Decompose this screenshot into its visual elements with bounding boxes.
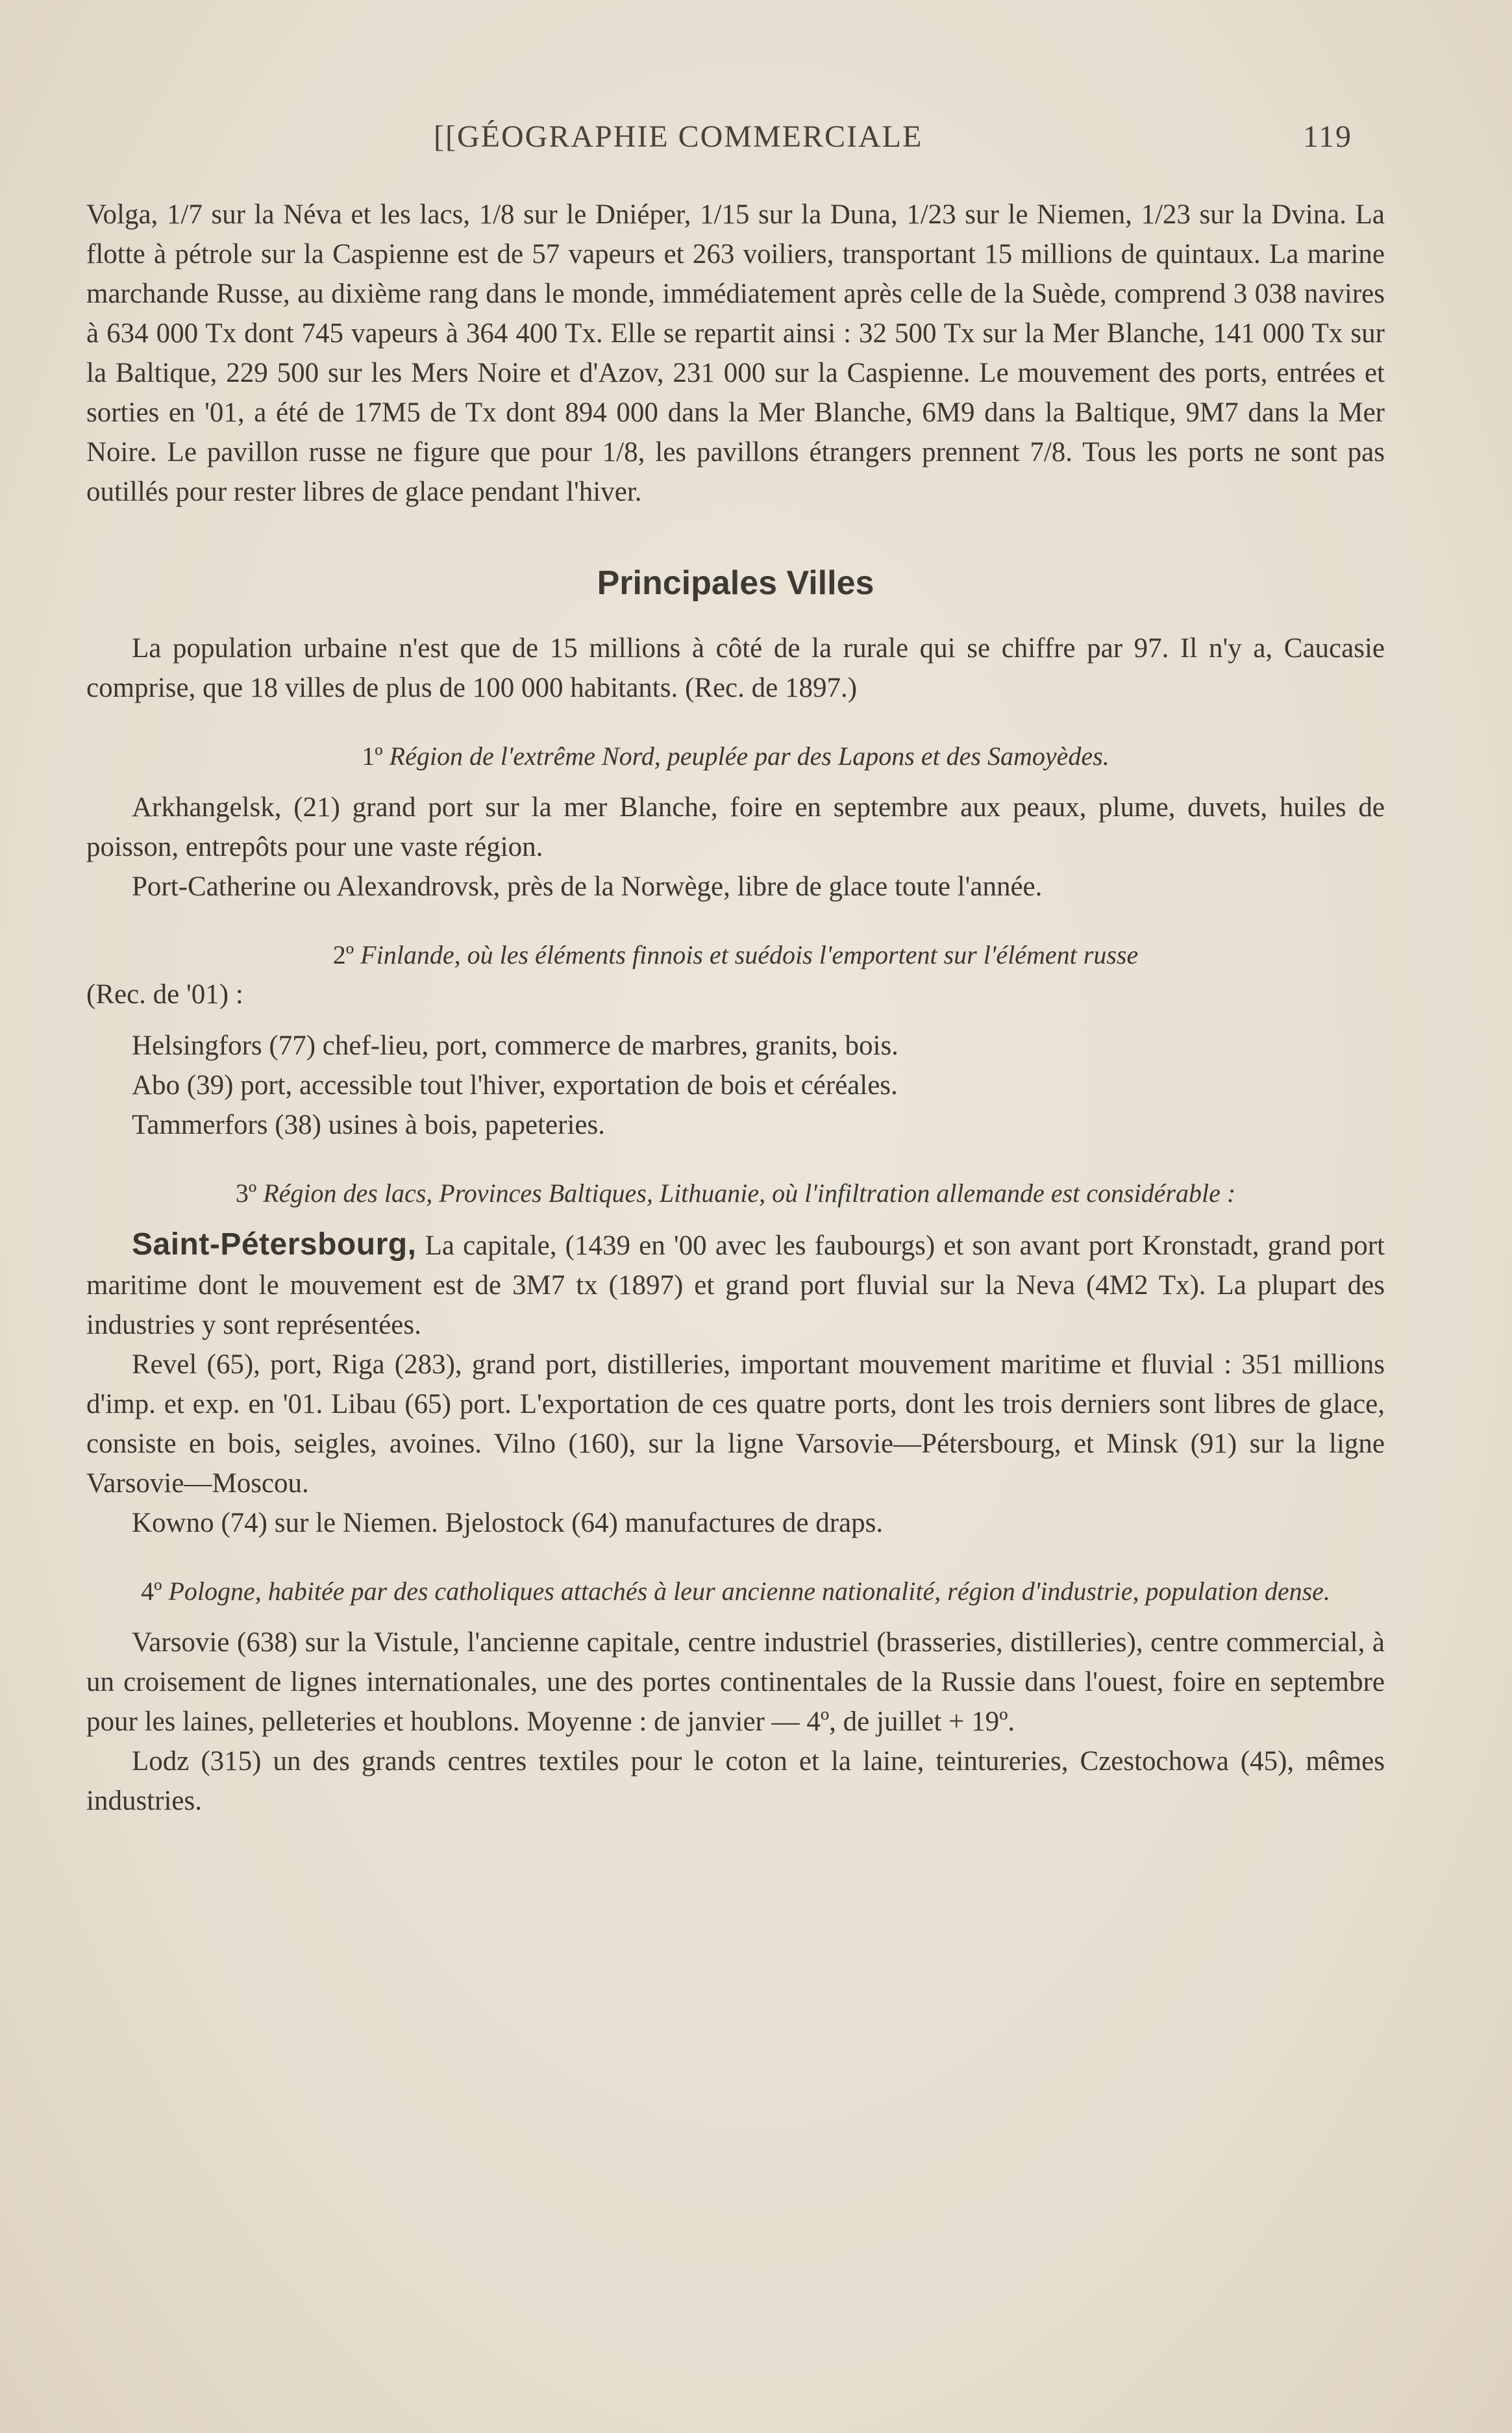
region-title: Finlande, où les éléments finnois et suédois l'emportent sur l'élément russe [360,940,1139,969]
region-number: 3º [235,1179,257,1208]
capital-name: Saint-Pétersbourg, [132,1227,417,1262]
city-entry: Port-Catherine ou Alexandrovsk, près de la Norwège, libre de glace toute l'année. [132,871,1043,902]
region-heading-2 [86,935,1385,975]
capital-description: La capitale, (1439 en '00 avec les faubourgs) et son avant port Kronstadt, grand port maritime dont le mouvement est de 3M7 tx (1897) et grand port fluvial sur la Neva (4M2 Tx). La plupart des industries y sont représentées. [86,1230,1385,1340]
paragraph-fleet: Volga, 1/7 sur la Néva et les lacs, 1/8 sur le Dniéper, 1/15 sur la Duna, 1/23 sur le Niemen, 1/23 sur la Dvina. La flotte à pétrole sur la Caspienne est de 57 vapeurs et 263 voiliers, transportant 15 millions de quintaux. La marine marchande Russe, au dixième rang dans le monde, immédiatement après celle de la Suède, comprend 3 038 navires à 634 000 Tx dont 745 vapeurs à 364 400 Tx. Elle se repartit ainsi : 32 500 Tx sur la Mer Blanche, 141 000 Tx sur la Baltique, 229 500 sur les Mers Noire et d'Azov, 231 000 sur la Caspienne. Le mouvement des ports, entrées et sorties en '01, a été de 17M5 de Tx dont 894 000 dans la Mer Blanche, 6M9 dans la Baltique, 9M7 dans la Mer Noire. Le pavillon russe ne figure que pour 1/8, les pavillons étrangers prennent 7/8. Tous les ports ne sont pas outillés pour rester libres de glace pendant l'hiver. [86,199,1385,507]
region-heading-1 [86,736,1385,776]
city-entry: Abo (39) port, accessible tout l'hiver, exportation de bois et céréales. [132,1070,898,1101]
running-title: [[GÉOGRAPHIE COMMERCIALE [434,119,923,154]
region-title: Pologne, habitée par des catholiques attachés à leur ancienne nationalité, région d'industrie, population dense. [168,1577,1330,1606]
city-entry: Helsingfors (77) chef-lieu, port, commerce de marbres, granits, bois. [132,1030,899,1061]
city-entry: Arkhangelsk, (21) grand port sur la mer Blanche, foire en septembre aux peaux, plume, duvets, huiles de poisson, entrepôts pour une vaste région. [86,792,1385,862]
city-entry: Lodz (315) un des grands centres textiles pour le coton et la laine, teintureries, Czestochowa (45), mêmes industries. [86,1746,1385,1816]
city-entry: Revel (65), port, Riga (283), grand port, distilleries, important mouvement maritime et fluvial : 351 millions d'imp. et exp. en '01. Libau (65) port. L'exportation de ces quatre ports, dont les trois derniers sont libres de glace, consiste en bois, seigles, avoines. Vilno (160), sur la ligne Varsovie—Pétersbourg, et Minsk (91) sur la ligne Varsovie—Moscou. [86,1349,1385,1499]
running-header [434,119,1352,164]
city-entry: Kowno (74) sur le Niemen. Bjelostock (64) manufactures de draps. [132,1508,884,1538]
region-heading-3 [86,1173,1385,1213]
region-number: 2º [332,940,354,969]
page-body [86,195,1385,1821]
paragraph-intro: La population urbaine n'est que de 15 millions à côté de la rurale qui se chiffre par 97. Il n'y a, Caucasie comprise, que 18 villes de plus de 100 000 habitants. (Rec. de 1897.) [86,633,1385,703]
section-title: Principales Villes [597,564,874,602]
city-entry: Tammerfors (38) usines à bois, papeteries. [132,1110,605,1140]
region-title: Région des lacs, Provinces Baltiques, Lithuanie, où l'infiltration allemande est considérable : [263,1179,1236,1208]
region-number: 1º [362,742,383,771]
region-number: 4º [141,1577,162,1606]
page-number: 119 [1302,119,1352,154]
region-census-note: (Rec. de '01) : [86,979,243,1010]
region-heading-4 [86,1571,1385,1611]
capital-entry [86,1225,1385,1345]
city-entry: Varsovie (638) sur la Vistule, l'ancienne capitale, centre industriel (brasseries, distilleries), centre commercial, à un croisement de lignes internationales, une des portes continentales de la Russie dans l'ouest, foire en septembre pour les laines, pelleteries et houblons. Moyenne : de janvier — 4º, de juillet + 19º. [86,1627,1385,1737]
region-title: Région de l'extrême Nord, peuplée par des Lapons et des Samoyèdes. [389,742,1109,771]
